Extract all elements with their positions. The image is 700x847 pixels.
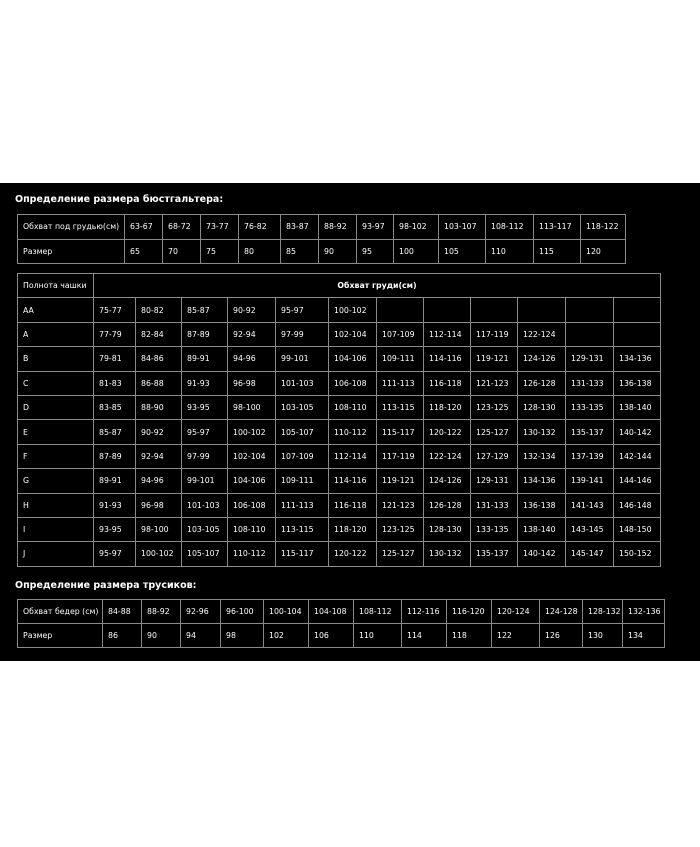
hips-cell: 132-136 [623,600,665,624]
underbust-cell: 68-72 [163,215,201,240]
bra-size-cell: 115 [534,239,581,264]
hips-cell: 112-116 [402,600,447,624]
cup-label-cell: B [18,347,94,371]
hips-row [18,600,665,624]
bust-range-cell: 95-97 [94,542,136,566]
cup-header-row [18,274,661,298]
bust-range-cell: 105-107 [182,542,228,566]
cup-label-cell: C [18,371,94,395]
bust-range-cell: 112-114 [424,322,471,346]
bust-range-cell: 98-100 [228,395,276,419]
bust-range-cell: 79-81 [94,347,136,371]
bust-range-cell: 114-116 [424,347,471,371]
bust-range-cell: 150-152 [614,542,661,566]
cup-row [18,493,661,517]
bra-size-cell: 105 [439,239,486,264]
bust-range-cell: 107-109 [276,444,329,468]
cup-row [18,298,661,322]
bust-range-cell [377,298,424,322]
underbust-cell: 73-77 [201,215,239,240]
bust-range-cell: 110-112 [329,420,377,444]
bust-range-cell: 119-121 [471,347,518,371]
underbust-label: Обхват под грудью(см) [18,215,125,240]
cup-row [18,420,661,444]
bust-range-cell: 104-106 [228,469,276,493]
bust-range-cell [471,298,518,322]
bust-range-cell: 128-130 [518,395,566,419]
bust-range-cell: 127-129 [471,444,518,468]
panties-size-cell: 130 [583,624,623,648]
bust-range-cell: 102-104 [228,444,276,468]
underbust-cell: 83-87 [281,215,319,240]
panties-size-cell: 126 [540,624,583,648]
bust-range-cell: 106-108 [329,371,377,395]
hips-label: Обхват бедер (см) [18,600,103,624]
bust-range-cell: 123-125 [471,395,518,419]
cup-row [18,542,661,566]
hips-cell: 124-128 [540,600,583,624]
hips-cell: 96-100 [221,600,264,624]
bust-range-cell [614,322,661,346]
panties-size-cell: 122 [492,624,540,648]
bust-range-cell: 102-104 [329,322,377,346]
bust-range-cell: 91-93 [94,493,136,517]
hips-cell: 88-92 [142,600,181,624]
bust-range-cell: 137-139 [566,444,614,468]
bust-range-cell: 91-93 [182,371,228,395]
underbust-row [18,215,626,240]
bust-header-label: Обхват груди(см) [94,274,661,298]
bra-size-label: Размер [18,239,125,264]
underbust-cell: 88-92 [319,215,357,240]
bust-range-cell: 101-103 [276,371,329,395]
underbust-cell: 98-102 [394,215,439,240]
bust-range-cell: 148-150 [614,517,661,541]
bust-range-cell: 140-142 [518,542,566,566]
bust-range-cell: 93-95 [182,395,228,419]
cup-corner-label: Полнота чашки [18,274,94,298]
bust-range-cell [518,298,566,322]
bust-range-cell: 77-79 [94,322,136,346]
bust-range-cell: 115-117 [377,420,424,444]
bust-range-cell: 97-99 [182,444,228,468]
cup-row [18,444,661,468]
bust-range-cell: 115-117 [276,542,329,566]
bust-range-cell: 109-111 [276,469,329,493]
bust-range-cell: 122-124 [518,322,566,346]
cup-row [18,347,661,371]
bust-range-cell [424,298,471,322]
bust-range-cell: 124-126 [424,469,471,493]
bust-range-cell: 134-136 [518,469,566,493]
bust-range-cell: 75-77 [94,298,136,322]
bust-range-cell: 135-137 [471,542,518,566]
hips-cell: 84-88 [103,600,142,624]
bust-range-cell: 100-102 [329,298,377,322]
bust-range-cell: 95-97 [276,298,329,322]
bust-range-cell: 140-142 [614,420,661,444]
bust-range-cell: 128-130 [424,517,471,541]
bust-range-cell: 118-120 [329,517,377,541]
underbust-cell: 63-67 [125,215,163,240]
bra-size-cell: 85 [281,239,319,264]
bust-range-cell: 120-122 [329,542,377,566]
bust-range-cell [614,298,661,322]
bust-range-cell: 82-84 [136,322,182,346]
panties-size-cell: 106 [309,624,354,648]
bust-range-cell: 90-92 [136,420,182,444]
bra-size-row [18,239,626,264]
bust-range-cell: 105-107 [276,420,329,444]
bra-size-heading: Определение размера бюстгальтера: [15,194,224,205]
bust-range-cell: 121-123 [377,493,424,517]
bust-range-cell: 118-120 [424,395,471,419]
bust-range-cell: 120-122 [424,420,471,444]
cup-size-table [17,273,661,567]
bust-range-cell: 124-126 [518,347,566,371]
bust-range-cell: 107-109 [377,322,424,346]
bust-range-cell: 83-85 [94,395,136,419]
bust-range-cell: 98-100 [136,517,182,541]
bust-range-cell: 100-102 [228,420,276,444]
bust-range-cell [566,298,614,322]
bust-range-cell: 125-127 [471,420,518,444]
panties-size-cell: 94 [181,624,221,648]
bust-range-cell: 94-96 [228,347,276,371]
cup-label-cell: I [18,517,94,541]
bust-range-cell: 88-90 [136,395,182,419]
bust-range-cell: 103-105 [182,517,228,541]
bust-range-cell: 129-131 [471,469,518,493]
bust-range-cell: 144-146 [614,469,661,493]
bust-range-cell: 97-99 [276,322,329,346]
bust-range-cell: 101-103 [182,493,228,517]
panties-size-cell: 114 [402,624,447,648]
bust-range-cell: 116-118 [424,371,471,395]
bust-range-cell: 113-115 [276,517,329,541]
bust-range-cell: 135-137 [566,420,614,444]
panties-size-cell: 118 [447,624,492,648]
bust-range-cell: 92-94 [136,444,182,468]
bra-size-cell: 90 [319,239,357,264]
bust-range-cell: 143-145 [566,517,614,541]
bust-range-cell: 129-131 [566,347,614,371]
bust-range-cell: 87-89 [94,444,136,468]
bust-range-cell: 145-147 [566,542,614,566]
panties-size-row [18,624,665,648]
bra-size-cell: 120 [581,239,626,264]
bust-range-cell: 93-95 [94,517,136,541]
cup-label-cell: F [18,444,94,468]
underbust-cell: 103-107 [439,215,486,240]
bust-range-cell: 142-144 [614,444,661,468]
bust-range-cell: 80-82 [136,298,182,322]
bust-range-cell: 119-121 [377,469,424,493]
underbust-cell: 118-122 [581,215,626,240]
bust-range-cell: 133-135 [471,517,518,541]
bust-range-cell: 131-133 [566,371,614,395]
bra-size-cell: 100 [394,239,439,264]
bust-range-cell: 100-102 [136,542,182,566]
bust-range-cell: 86-88 [136,371,182,395]
cup-label-cell: J [18,542,94,566]
bust-range-cell [566,322,614,346]
bust-range-cell: 131-133 [471,493,518,517]
bust-range-cell: 96-98 [228,371,276,395]
bust-range-cell: 130-132 [518,420,566,444]
cup-label-cell: D [18,395,94,419]
bust-range-cell: 108-110 [329,395,377,419]
cup-label-cell: A [18,322,94,346]
bust-range-cell: 122-124 [424,444,471,468]
bra-size-table [17,214,626,264]
cup-row [18,517,661,541]
bust-range-cell: 113-115 [377,395,424,419]
underbust-cell: 93-97 [357,215,394,240]
bust-range-cell: 92-94 [228,322,276,346]
bust-range-cell: 111-113 [276,493,329,517]
bra-size-cell: 75 [201,239,239,264]
bust-range-cell: 123-125 [377,517,424,541]
panties-size-cell: 86 [103,624,142,648]
cup-label-cell: AA [18,298,94,322]
bust-range-cell: 126-128 [424,493,471,517]
bust-range-cell: 96-98 [136,493,182,517]
bust-range-cell: 136-138 [518,493,566,517]
bust-range-cell: 95-97 [182,420,228,444]
panties-size-cell: 134 [623,624,665,648]
bust-range-cell: 139-141 [566,469,614,493]
hips-cell: 92-96 [181,600,221,624]
panties-size-cell: 102 [264,624,309,648]
bust-range-cell: 109-111 [377,347,424,371]
bust-range-cell: 121-123 [471,371,518,395]
hips-cell: 100-104 [264,600,309,624]
bust-range-cell: 138-140 [518,517,566,541]
cup-label-cell: G [18,469,94,493]
cup-label-cell: E [18,420,94,444]
bust-range-cell: 90-92 [228,298,276,322]
bust-range-cell: 138-140 [614,395,661,419]
hips-cell: 128-132 [583,600,623,624]
hips-cell: 104-108 [309,600,354,624]
bust-range-cell: 94-96 [136,469,182,493]
cup-label-cell: H [18,493,94,517]
bust-range-cell: 134-136 [614,347,661,371]
cup-row [18,395,661,419]
bra-size-cell: 65 [125,239,163,264]
bust-range-cell: 81-83 [94,371,136,395]
bust-range-cell: 116-118 [329,493,377,517]
cup-row [18,469,661,493]
panties-size-cell: 110 [354,624,402,648]
bust-range-cell: 146-148 [614,493,661,517]
bust-range-cell: 117-119 [377,444,424,468]
underbust-cell: 113-117 [534,215,581,240]
bra-size-cell: 95 [357,239,394,264]
bust-range-cell: 111-113 [377,371,424,395]
bust-range-cell: 130-132 [424,542,471,566]
bust-range-cell: 132-134 [518,444,566,468]
bust-range-cell: 89-91 [182,347,228,371]
bust-range-cell: 106-108 [228,493,276,517]
bust-range-cell: 85-87 [94,420,136,444]
underbust-cell: 108-112 [486,215,534,240]
bust-range-cell: 87-89 [182,322,228,346]
panties-size-heading: Определение размера трусиков: [15,580,197,591]
bust-range-cell: 103-105 [276,395,329,419]
bust-range-cell: 141-143 [566,493,614,517]
bust-range-cell: 112-114 [329,444,377,468]
underbust-cell: 76-82 [239,215,281,240]
bra-size-cell: 80 [239,239,281,264]
cup-row [18,371,661,395]
bra-size-cell: 110 [486,239,534,264]
hips-cell: 108-112 [354,600,402,624]
hips-cell: 120-124 [492,600,540,624]
bust-range-cell: 84-86 [136,347,182,371]
bust-range-cell: 110-112 [228,542,276,566]
hips-cell: 116-120 [447,600,492,624]
bra-size-cell: 70 [163,239,201,264]
panties-size-cell: 90 [142,624,181,648]
bust-range-cell: 114-116 [329,469,377,493]
bust-range-cell: 85-87 [182,298,228,322]
bust-range-cell: 133-135 [566,395,614,419]
cup-row [18,322,661,346]
bust-range-cell: 104-106 [329,347,377,371]
bust-range-cell: 136-138 [614,371,661,395]
bust-range-cell: 99-101 [276,347,329,371]
bust-range-cell: 126-128 [518,371,566,395]
panties-size-table [17,599,665,648]
bust-range-cell: 125-127 [377,542,424,566]
bust-range-cell: 89-91 [94,469,136,493]
panties-size-label: Размер [18,624,103,648]
bust-range-cell: 117-119 [471,322,518,346]
bust-range-cell: 108-110 [228,517,276,541]
panties-size-cell: 98 [221,624,264,648]
bust-range-cell: 99-101 [182,469,228,493]
